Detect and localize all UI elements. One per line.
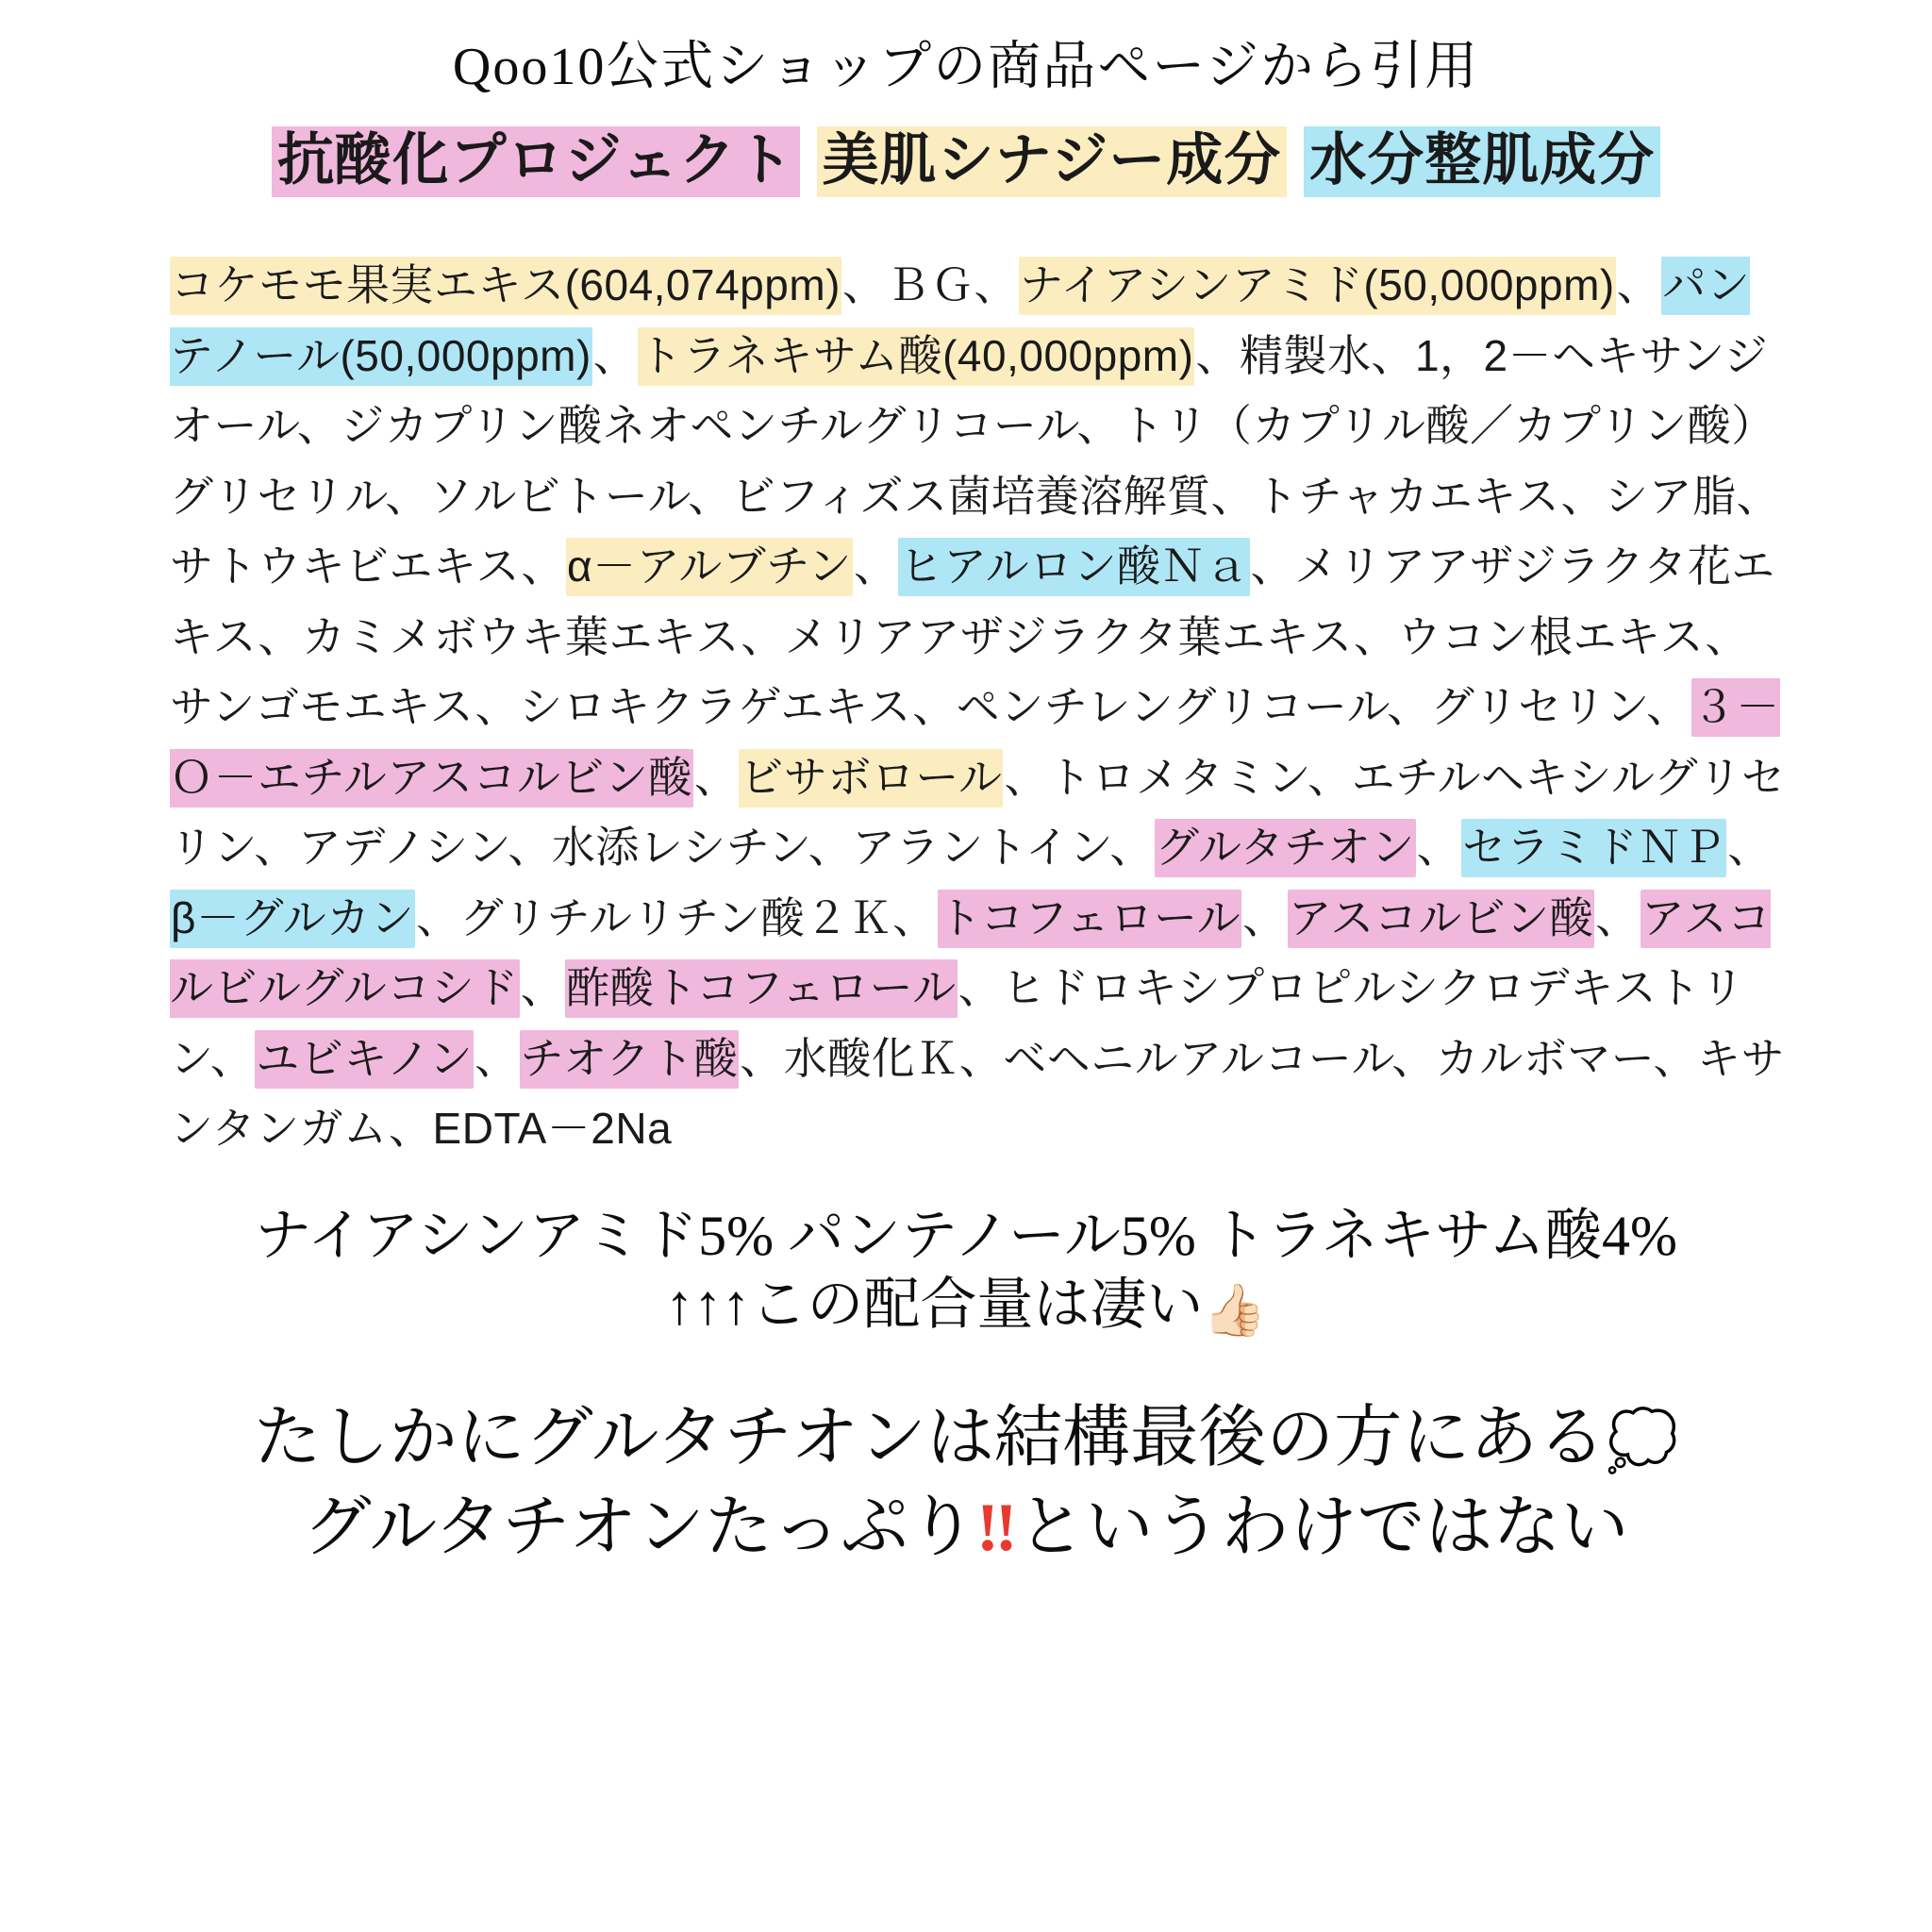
conclusion-line-2 [38, 1483, 1894, 1573]
ingredient-segment-3: 、 [1616, 260, 1661, 309]
legend-tag-1: 美肌シナジー成分 [817, 126, 1288, 197]
legend-tag-2: 水分整肌成分 [1304, 126, 1660, 197]
ingredient-segment-16: グルタチオン [1155, 819, 1416, 877]
ingredient-segment-11: 、メリアアザジラクタ花エキス、カミメボウキ葉エキス、メリアアザジラクタ葉エキス、ウコン根エキス、サンゴモエキス、シロキクラゲエキス、ペンチレングリコール、グリセリン、 [170, 541, 1775, 732]
active-percent-line: ナイアシンアミド5% パンテノール5% トラネキサム酸4% [254, 1204, 1678, 1267]
ingredient-segment-2: ナイアシンアミド(50,000ppm) [1019, 257, 1616, 315]
ingredient-segment-31: 、 [475, 1033, 519, 1083]
ingredient-segment-8: α－アルブチン [566, 538, 853, 596]
ingredient-segment-19: 、 [1727, 823, 1772, 873]
ingredient-segment-5: 、 [592, 330, 638, 380]
ingredient-segment-20: β－グルカン [170, 890, 415, 948]
ingredient-segment-14: ビサボロール [739, 749, 1003, 808]
ingredient-segment-32: チオクト酸 [520, 1030, 740, 1089]
ingredient-segment-27: 、 [520, 963, 565, 1013]
ingredient-segment-28: 酢酸トコフェロール [565, 959, 957, 1018]
conclusion-text-1: たしかにグルタチオンは結構最後の方にある [253, 1399, 1607, 1475]
ingredient-segment-1: 、ＢＧ、 [841, 260, 1018, 309]
conclusion-line-1 [38, 1393, 1894, 1483]
ingredient-segment-10: ヒアルロン酸Ｎａ [898, 538, 1249, 596]
ingredient-segment-23: 、 [1242, 892, 1287, 942]
ingredient-segment-18: セラミドＮＰ [1461, 819, 1726, 877]
ingredient-segment-0: コケモモ果実エキス(604,074ppm) [170, 257, 841, 315]
ingredient-segment-7: 、精製水、1，2－ヘキサンジオール、ジカプリン酸ネオペンチルグリコール、トリ（カプリル酸／カプリン酸）グリセリル、ソルビトール、ビフィズス菌培養溶解質、トチャカエキス、シア脂、サトウキビエキス、 [170, 330, 1781, 591]
ingredient-segment-26: アスコルビルグルコシド [170, 890, 1771, 1019]
ingredient-segment-13: 、 [693, 752, 739, 802]
ingredient-segment-15: 、トロメタミン、エチルヘキシルグリセリン、アデノシン、水添レシチン、アラントイン、 [170, 752, 1786, 873]
emphasis-text: ↑↑↑この配合量は凄い [665, 1273, 1204, 1336]
legend-tag-0: 抗酸化プロジェクト [272, 126, 800, 197]
ingredients-list [170, 250, 1792, 1164]
ingredient-segment-21: 、グリチルリチン酸２Ｋ、 [416, 892, 937, 942]
ingredient-segment-33: 、水酸化Ｋ、ベヘニルアルコール、カルボマー、キサンタンガム、EDTA－2Na [170, 1033, 1785, 1154]
ingredient-segment-12: ３－Ｏ－エチルアスコルビン酸 [170, 678, 1780, 808]
legend-tag-row [38, 126, 1894, 197]
ingredient-segment-4: パンテノール(50,000ppm) [170, 257, 1750, 386]
double-exclamation-icon: ‼ [976, 1489, 1018, 1565]
ingredient-segment-9: 、 [853, 541, 898, 591]
ingredient-segment-6: トラネキサム酸(40,000ppm) [638, 327, 1194, 386]
ingredient-segment-24: アスコルビン酸 [1288, 890, 1595, 948]
conclusion-block [38, 1393, 1894, 1573]
ingredient-segment-22: トコフェロール [938, 890, 1241, 948]
conclusion-text-2a: グルタチオンたっぷり [303, 1489, 976, 1565]
thought-cloud-icon: 💭 [1606, 1408, 1679, 1474]
thumbs-up-icon: 👍🏻 [1203, 1281, 1267, 1339]
ingredient-segment-29: 、ヒドロキシプロピルシクロデキストリン、 [170, 963, 1745, 1083]
source-note: Qoo10公式ショップの商品ページから引用 [452, 38, 1480, 96]
emphasis-line [38, 1271, 1894, 1342]
ingredient-segment-25: 、 [1595, 892, 1640, 942]
conclusion-text-2b: というわけではない [1017, 1489, 1629, 1565]
ingredient-segment-30: ユビキノン [255, 1030, 474, 1089]
ingredient-segment-17: 、 [1416, 823, 1461, 873]
